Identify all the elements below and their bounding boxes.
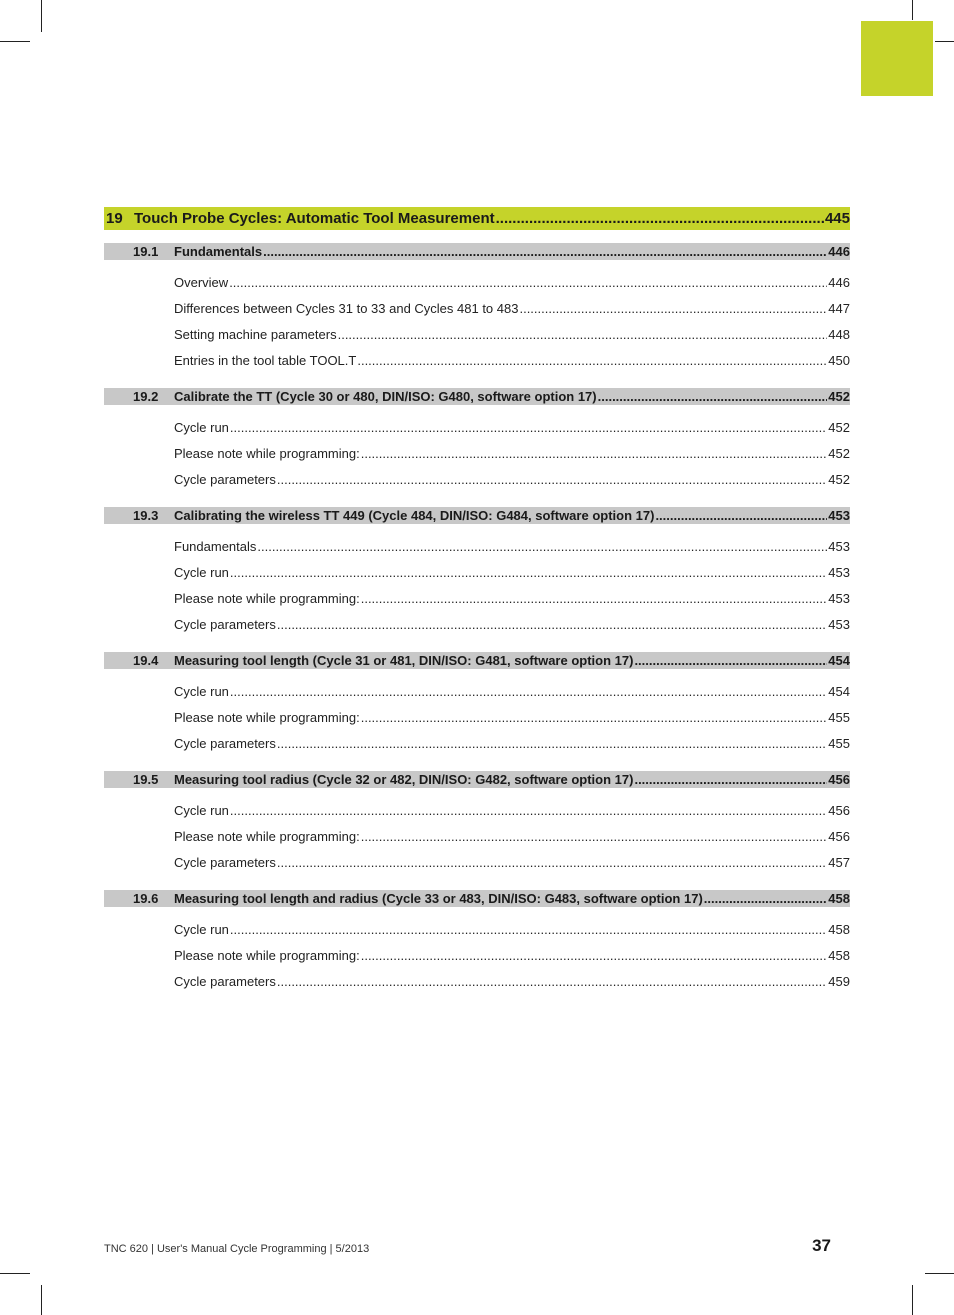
- entry-page: 456: [828, 829, 850, 844]
- toc-entry[interactable]: [104, 534, 850, 560]
- dot-leader: [277, 850, 827, 876]
- dot-leader: [496, 207, 824, 230]
- section-number: 19.1: [133, 244, 159, 259]
- entry-title: Please note while programming:: [174, 446, 360, 461]
- toc-entry[interactable]: [104, 586, 850, 612]
- toc-chapter-heading[interactable]: [104, 207, 850, 230]
- toc-entry[interactable]: [104, 969, 850, 995]
- chapter-page: 445: [824, 210, 850, 227]
- entry-title: Differences between Cycles 31 to 33 and Cycles 481 to 483: [174, 301, 519, 316]
- entry-page: 452: [828, 420, 850, 435]
- dot-leader: [277, 467, 827, 493]
- entry-title: Please note while programming:: [174, 948, 360, 963]
- dot-leader: [230, 798, 827, 824]
- entry-page: 452: [828, 446, 850, 461]
- entry-title: Entries in the tool table TOOL.T: [174, 353, 357, 368]
- chapter-title: Touch Probe Cycles: Automatic Tool Measurement: [134, 210, 495, 227]
- entry-page: 453: [828, 539, 850, 554]
- toc-entry[interactable]: [104, 943, 850, 969]
- section-title: Measuring tool length (Cycle 31 or 481, DIN/ISO: G481, software option 17): [174, 653, 634, 668]
- entry-title: Cycle parameters: [174, 617, 276, 632]
- entry-page: 454: [828, 684, 850, 699]
- entry-title: Cycle parameters: [174, 736, 276, 751]
- page-number: 37: [812, 1236, 831, 1255]
- entry-page: 459: [828, 974, 850, 989]
- section-number: 19.6: [133, 891, 159, 906]
- crop-mark: [41, 0, 42, 32]
- entry-page: 453: [828, 565, 850, 580]
- dot-leader: [277, 969, 827, 995]
- section-page: 446: [828, 244, 850, 259]
- entry-title: Overview: [174, 275, 229, 290]
- entry-page: 455: [828, 736, 850, 751]
- entry-title: Cycle run: [174, 565, 229, 580]
- dot-leader: [229, 270, 827, 296]
- toc-section-heading[interactable]: [104, 243, 850, 260]
- section-page: 454: [828, 653, 850, 668]
- entry-page: 457: [828, 855, 850, 870]
- entry-title: Cycle parameters: [174, 974, 276, 989]
- dot-leader: [263, 243, 827, 260]
- toc-entry[interactable]: [104, 441, 850, 467]
- toc-section-heading[interactable]: [104, 890, 850, 907]
- dot-leader: [634, 652, 827, 669]
- dot-leader: [361, 441, 828, 467]
- dot-leader: [655, 507, 827, 524]
- entry-page: 452: [828, 472, 850, 487]
- entry-title: Fundamentals: [174, 539, 257, 554]
- toc-entry[interactable]: [104, 467, 850, 493]
- dot-leader: [361, 943, 828, 969]
- toc-entry[interactable]: [104, 798, 850, 824]
- crop-mark: [912, 0, 913, 20]
- entry-title: Please note while programming:: [174, 710, 360, 725]
- toc-section-heading[interactable]: [104, 652, 850, 669]
- entry-page: 448: [828, 327, 850, 342]
- toc-entry[interactable]: [104, 415, 850, 441]
- toc-sections: [104, 243, 850, 995]
- crop-mark: [925, 1273, 954, 1274]
- dot-leader: [230, 679, 827, 705]
- entry-title: Setting machine parameters: [174, 327, 337, 342]
- section-number: 19.3: [133, 508, 159, 523]
- entry-page: 453: [828, 591, 850, 606]
- toc-entry[interactable]: [104, 705, 850, 731]
- toc-entry[interactable]: [104, 270, 850, 296]
- chapter-number: 19: [106, 210, 123, 227]
- toc-section-heading[interactable]: [104, 771, 850, 788]
- dot-leader: [361, 824, 828, 850]
- section-page: 453: [828, 508, 850, 523]
- dot-leader: [277, 731, 827, 757]
- section-title: Measuring tool radius (Cycle 32 or 482, DIN/ISO: G482, software option 17): [174, 772, 634, 787]
- dot-leader: [519, 296, 827, 322]
- dot-leader: [634, 771, 827, 788]
- toc-entry[interactable]: [104, 296, 850, 322]
- dot-leader: [277, 612, 827, 638]
- toc-entry[interactable]: [104, 850, 850, 876]
- entry-page: 447: [828, 301, 850, 316]
- chapter-tab-marker: [861, 21, 933, 96]
- section-title: Fundamentals: [174, 244, 263, 259]
- toc-entry[interactable]: [104, 322, 850, 348]
- entry-page: 455: [828, 710, 850, 725]
- entry-page: 446: [828, 275, 850, 290]
- entry-title: Cycle run: [174, 922, 229, 937]
- dot-leader: [230, 415, 827, 441]
- section-title: Calibrate the TT (Cycle 30 or 480, DIN/ISO: G480, software option 17): [174, 389, 597, 404]
- crop-mark: [912, 1285, 913, 1315]
- toc-entry[interactable]: [104, 917, 850, 943]
- dot-leader: [361, 705, 828, 731]
- table-of-contents: [104, 207, 850, 995]
- page-footer: TNC 620 | User's Manual Cycle Programming | 5/2013: [104, 1243, 370, 1255]
- section-number: 19.4: [133, 653, 159, 668]
- entry-title: Cycle parameters: [174, 855, 276, 870]
- entry-page: 453: [828, 617, 850, 632]
- section-title: Measuring tool length and radius (Cycle 33 or 483, DIN/ISO: G483, software option 17): [174, 891, 703, 906]
- toc-entry[interactable]: [104, 731, 850, 757]
- crop-mark: [0, 41, 30, 42]
- entry-page: 458: [828, 922, 850, 937]
- dot-leader: [230, 917, 827, 943]
- section-number: 19.5: [133, 772, 159, 787]
- entry-title: Cycle parameters: [174, 472, 276, 487]
- crop-mark: [935, 41, 954, 42]
- entry-page: 458: [828, 948, 850, 963]
- section-page: 458: [828, 891, 850, 906]
- entry-title: Cycle run: [174, 420, 229, 435]
- section-page: 456: [828, 772, 850, 787]
- dot-leader: [230, 560, 827, 586]
- entry-title: Please note while programming:: [174, 591, 360, 606]
- toc-section-heading[interactable]: [104, 388, 850, 405]
- dot-leader: [704, 890, 828, 907]
- dot-leader: [357, 348, 827, 374]
- entry-title: Please note while programming:: [174, 829, 360, 844]
- dot-leader: [338, 322, 828, 348]
- toc-section-heading[interactable]: [104, 507, 850, 524]
- crop-mark: [41, 1285, 42, 1315]
- toc-entry[interactable]: [104, 824, 850, 850]
- dot-leader: [361, 586, 828, 612]
- section-page: 452: [828, 389, 850, 404]
- entry-page: 456: [828, 803, 850, 818]
- dot-leader: [257, 534, 827, 560]
- entry-page: 450: [828, 353, 850, 368]
- toc-entry[interactable]: [104, 679, 850, 705]
- toc-entry[interactable]: [104, 348, 850, 374]
- toc-entry[interactable]: [104, 612, 850, 638]
- section-title: Calibrating the wireless TT 449 (Cycle 484, DIN/ISO: G484, software option 17): [174, 508, 655, 523]
- section-number: 19.2: [133, 389, 159, 404]
- entry-title: Cycle run: [174, 803, 229, 818]
- entry-title: Cycle run: [174, 684, 229, 699]
- crop-mark: [0, 1273, 30, 1274]
- dot-leader: [598, 388, 828, 405]
- toc-entry[interactable]: [104, 560, 850, 586]
